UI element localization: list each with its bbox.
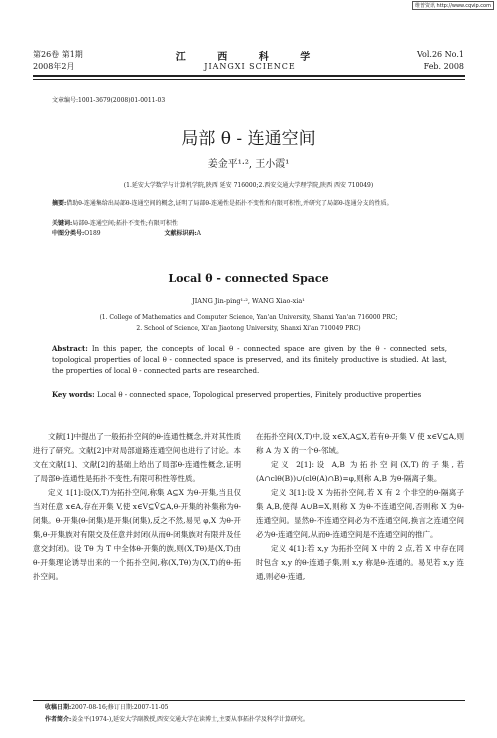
abstract-zh-label: 摘要:	[52, 200, 67, 207]
body-right-para-3: 定义 3[1]:设 X 为拓扑空间,若 X 有 2 个非空的θ-隔离子集 A,B,使得 A∪B=X,则称 X 为θ-不连通空间,否则称 X 为θ-连通空间。显然θ-不连通空间必为不连通空间,换言之连通空间必为θ-连通空间,从而θ-连通空间是不连通空间的推广。	[256, 488, 464, 539]
keywords-zh-text: 局部θ-连通空间;拓扑不变性;有限可积性	[72, 220, 178, 227]
issue-date: 2008年2月	[33, 62, 75, 71]
clc-value: O189	[84, 230, 101, 237]
body-left-para-1: 文献[1]中提出了一般拓扑空间的θ-连通性概念,并对其性质进行了研究。文献[2]中对局部道路连通空间也进行了讨论。本文在文献[1]、文献[2]的基础上给出了局部θ-连通性概念,证明了局部θ-连通性是拓扑不变性,有限可积性等性质。	[33, 432, 241, 483]
footnote-rule	[33, 700, 465, 701]
received-value: 2007-08-16;修订日期:2007-11-05	[71, 704, 169, 711]
authors-zh: 姜金平¹·², 王小霞¹	[207, 159, 290, 170]
issue-date-en: Feb. 2008	[423, 62, 464, 71]
abstract-en-label: Abstract:	[52, 344, 88, 353]
title-zh: 局部 θ - 连通空间	[181, 129, 316, 149]
body-right-para-4: 定义 4[1]:若 x,y 为拓扑空间 X 中的 2 点,若 X 中存在同时包含 x,y 的θ-连通子集,则 x,y 称是θ-连通的。易见若 x,y 连通,则必θ-连通,	[256, 544, 464, 581]
classification-line	[52, 229, 447, 239]
footnote-author	[45, 715, 309, 725]
clc-label: 中图分类号:	[52, 230, 85, 237]
title-en: Local θ - connected Space	[168, 272, 329, 285]
abstract-en-text: In this paper, the concepts of local θ - connected space are given by the θ - connected sets, topological properties of local θ - connected space is preserved, and its finitely productive is studied. At last, the properties of local θ - connected parts are researched.	[52, 345, 447, 375]
body-right-para-2: 定义 2[1]:设 A,B 为拓扑空间(X,T)的子集,若(A∩clθ(B))∪(clθ(A)∩B)=φ,则称 A,B 为θ-隔离子集。	[256, 460, 464, 483]
keywords-zh-label: 关键词:	[52, 220, 73, 227]
affiliation-zh: (1.延安大学数学与计算机学院,陕西 延安 716000;2.西安交通大学理学院,陕西 西安 710049)	[123, 182, 374, 189]
author-bio-label: 作者简介:	[45, 716, 72, 723]
author-bio-value: 姜金平(1974-),延安大学副教授,西安交通大学在读博士,主要从事拓扑学及科学计算研究。	[71, 716, 309, 723]
source-tag[interactable]: 维普资讯 http://www.cqvip.com	[412, 1, 494, 10]
doc-code-label: 文献标识码:	[164, 230, 197, 237]
header-rule-thin	[33, 79, 465, 80]
abstract-zh-text: 借助θ-连通集给出局部θ-连通空间的概念,证明了局部θ-连通性是拓扑不变性和有限可积性,并研究了局部θ-连通分支的性质。	[66, 200, 393, 207]
journal-name-en: JIANGXI SCIENCE	[204, 62, 296, 71]
journal-name-zh: 江 西 科 学	[175, 52, 325, 63]
affiliation-en-1: (1. College of Mathematics and Computer Science, Yan'an University, Shanxi Yan'an 716000 PRC;	[99, 314, 398, 321]
abstract-zh	[52, 199, 447, 209]
received-label: 收稿日期:	[45, 704, 72, 711]
affiliation-en-2: 2. School of Science, Xi'an Jiaotong University, Shanxi Xi'an 710049 PRC)	[136, 325, 361, 332]
keywords-en-label: Key words:	[52, 390, 95, 399]
keywords-zh	[52, 219, 447, 229]
keywords-en-text: Local θ - connected space, Topological preserved properties, Finitely productive properties	[96, 391, 422, 399]
article-id: 文章编号:1001-3679(2008)01-0011-03	[52, 97, 166, 104]
header-rule	[33, 75, 465, 77]
body-right-para-1: 在拓扑空间(X,T)中,设 x∈X,A⊆X,若有θ-开集 V 使 x∈V⊆A,则称 A 为 X 的一个θ-邻域。	[256, 432, 464, 455]
volume-issue: 第26卷 第1期	[33, 50, 83, 59]
doc-code-value: A	[196, 230, 201, 237]
body-right-column	[256, 430, 464, 584]
volume-issue-en: Vol.26 No.1	[417, 50, 464, 59]
body-left-column	[33, 430, 241, 584]
body-left-para-2: 定义 1[1]:设(X,T)为拓扑空间,称集 A⊆X 为θ-开集,当且仅当对任意 x∈A,存在开集 V,使 x∈V⊆V̄⊆A,θ-开集的补集称为θ-闭集。θ-开集(θ-闭集)是开集(闭集),反之不然,易见 φ,X 为θ-开集,θ-开集族对有限交及任意并封闭(从而θ-闭集族对有限并及任意交封闭)。设 Tθ 为 T 中全体θ-开集的族,则(X,Tθ)是(X,T)由θ-开集理论诱导出来的一个拓扑空间,称(X,Tθ)为(X,T)的θ-拓扑空间。	[33, 488, 241, 581]
footnote-received	[45, 703, 168, 713]
viewer-topbar	[0, 0, 497, 12]
authors-en: JIANG Jin-ping¹·², WANG Xiao-xia¹	[192, 297, 305, 305]
keywords-en	[52, 389, 447, 401]
abstract-en	[52, 343, 447, 377]
